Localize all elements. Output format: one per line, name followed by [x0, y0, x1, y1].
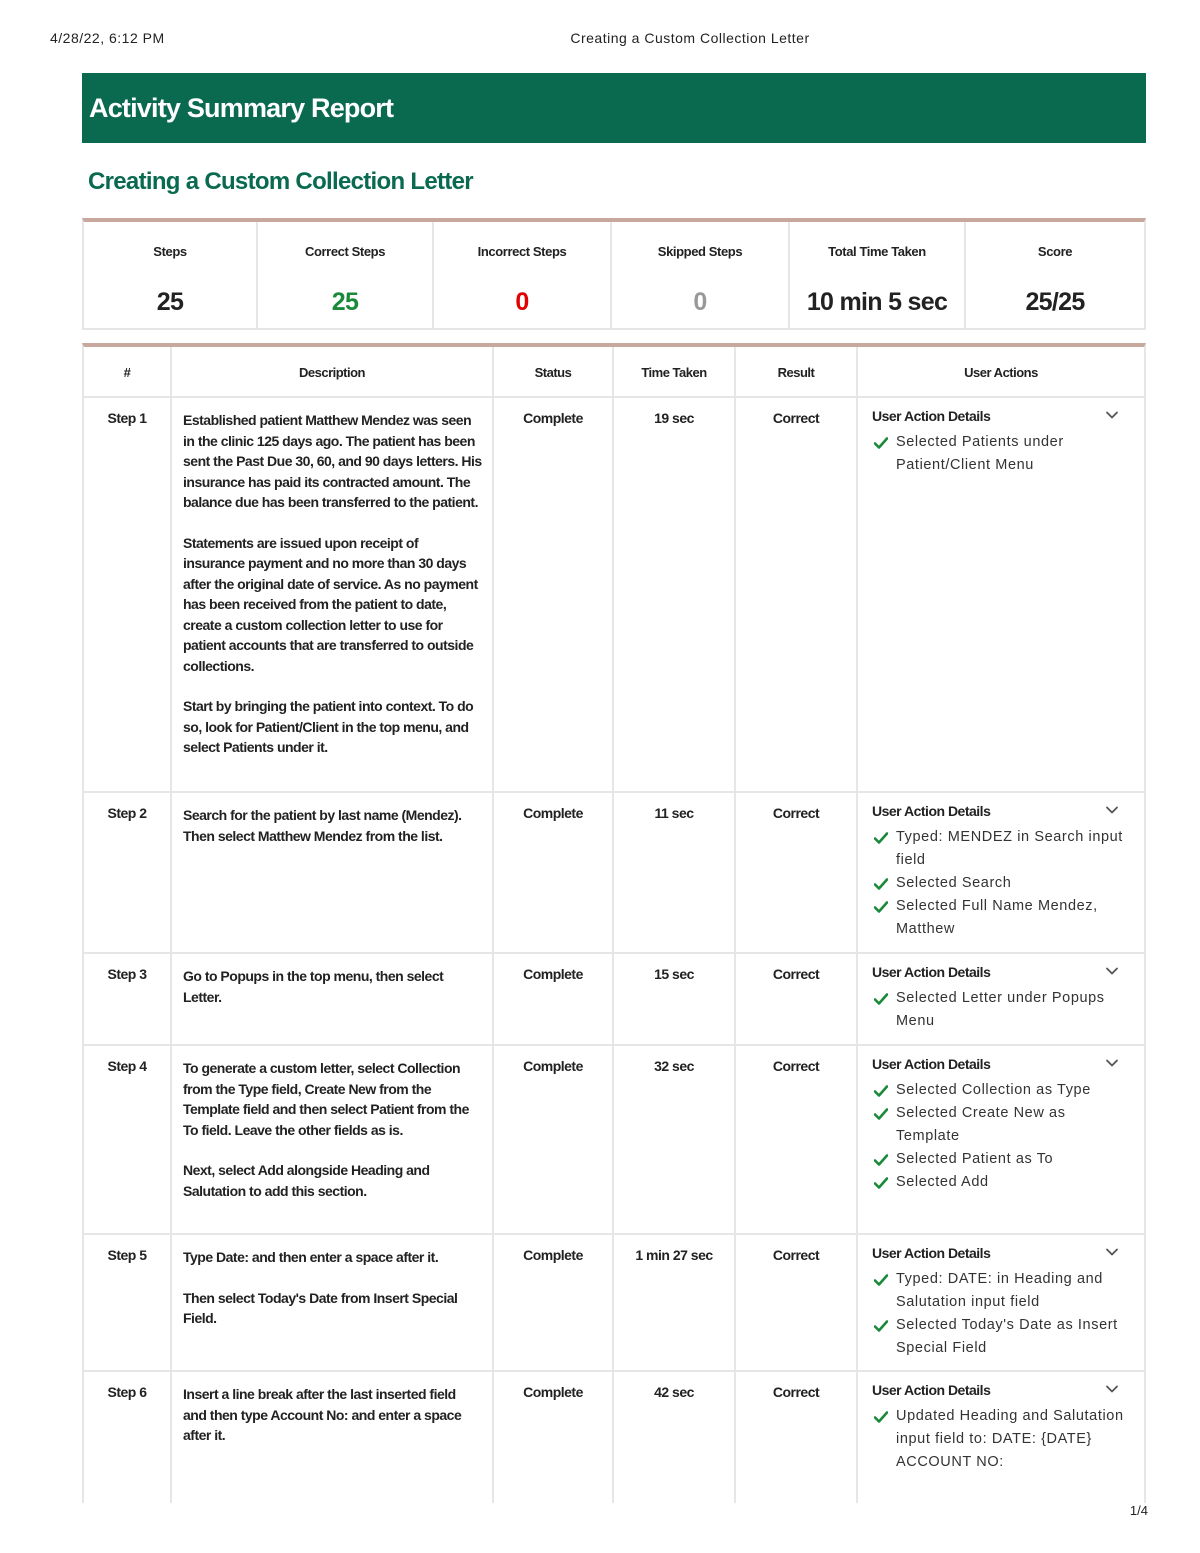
- user-action-item: [872, 987, 1130, 1033]
- step-time-taken: 15 sec: [614, 954, 736, 1044]
- step-time-taken: 11 sec: [614, 793, 736, 952]
- user-action-list: [872, 1405, 1130, 1474]
- user-action-item: [872, 872, 1130, 895]
- user-action-item: [872, 1148, 1130, 1171]
- print-header: [0, 30, 1200, 50]
- step-status: Complete: [494, 398, 614, 791]
- step-number: Step 4: [84, 1046, 172, 1233]
- step-number: Step 1: [84, 398, 172, 791]
- step-status: Complete: [494, 793, 614, 952]
- user-action-details-label: User Action Details: [872, 408, 991, 424]
- check-icon: [874, 832, 888, 844]
- print-title: Creating a Custom Collection Letter: [570, 30, 810, 46]
- user-actions: [858, 1372, 1144, 1503]
- user-action-item: [872, 895, 1130, 941]
- user-action-details-toggle[interactable]: [872, 964, 1130, 982]
- user-action-item: [872, 1405, 1130, 1474]
- description-paragraph: Type Date: and then enter a space after it.: [183, 1249, 439, 1265]
- user-actions: [858, 1235, 1144, 1370]
- user-action-details-toggle[interactable]: [872, 408, 1130, 426]
- user-action-details-label: User Action Details: [872, 1056, 991, 1072]
- header-description: Description: [172, 347, 494, 396]
- step-description: [172, 1235, 494, 1370]
- stat-value: 25: [156, 288, 184, 316]
- description-paragraph: Next, select Add alongside Heading and Salutation to add this section.: [183, 1162, 430, 1199]
- table-row: [84, 954, 1144, 1046]
- step-description: [172, 1046, 494, 1233]
- user-action-text: Selected Letter under Popups Menu: [896, 990, 1105, 1029]
- description-paragraph: To generate a custom letter, select Collection from the Type field, Create New from the Template field and then select Patient from the To field. Leave the other fields as is.: [183, 1060, 469, 1138]
- user-action-details-label: User Action Details: [872, 1382, 991, 1398]
- check-icon: [874, 993, 888, 1005]
- user-action-item: [872, 1171, 1130, 1194]
- stat-total-time: [790, 222, 966, 328]
- user-action-item: [872, 826, 1130, 872]
- chevron-down-icon[interactable]: [1104, 963, 1120, 979]
- user-action-item: [872, 1102, 1130, 1148]
- check-icon: [874, 1320, 888, 1332]
- step-status: Complete: [494, 954, 614, 1044]
- user-action-list: [872, 1268, 1130, 1360]
- user-actions: [858, 1046, 1144, 1233]
- step-result: Correct: [736, 1235, 858, 1370]
- stat-label: Incorrect Steps: [477, 244, 567, 259]
- stat-label: Correct Steps: [304, 244, 386, 259]
- step-number: Step 2: [84, 793, 172, 952]
- user-action-list: [872, 431, 1130, 477]
- step-number: Step 6: [84, 1372, 172, 1503]
- step-time-taken: 1 min 27 sec: [614, 1235, 736, 1370]
- check-icon: [874, 878, 888, 890]
- description-paragraph: Insert a line break after the last inserted field and then type Account No: and enter a space after it.: [183, 1386, 462, 1443]
- header-time: Time Taken: [614, 347, 736, 396]
- table-header-row: [84, 347, 1144, 398]
- check-icon: [874, 1085, 888, 1097]
- stat-value: 0: [515, 288, 529, 316]
- description-paragraph: Then select Today's Date from Insert Special Field.: [183, 1289, 458, 1326]
- description-paragraph: Start by bringing the patient into context. To do so, look for Patient/Client in the top menu, and select Patients under it.: [183, 698, 474, 755]
- header-user-actions: User Actions: [964, 365, 1038, 380]
- stat-value: 25/25: [1025, 288, 1085, 316]
- description-paragraph: Go to Popups in the top menu, then select Letter.: [183, 968, 444, 1005]
- print-date: 4/28/22, 6:12 PM: [50, 30, 165, 46]
- step-result: Correct: [736, 398, 858, 791]
- user-action-text: Selected Full Name Mendez, Matthew: [896, 898, 1098, 937]
- step-status: Complete: [494, 1372, 614, 1503]
- header-num: #: [84, 347, 172, 396]
- steps-table: [82, 343, 1146, 1503]
- activity-title: Creating a Custom Collection Letter: [88, 168, 473, 195]
- chevron-down-icon[interactable]: [1104, 407, 1120, 423]
- table-row: [84, 793, 1144, 954]
- check-icon: [874, 1177, 888, 1189]
- step-status: Complete: [494, 1046, 614, 1233]
- check-icon: [874, 1108, 888, 1120]
- header-status: Status: [494, 347, 614, 396]
- step-number: Step 5: [84, 1235, 172, 1370]
- user-action-text: Selected Collection as Type: [896, 1082, 1091, 1098]
- user-action-text: Typed: DATE: in Heading and Salutation input field: [896, 1271, 1103, 1310]
- stat-skipped-steps: [612, 222, 790, 328]
- user-action-details-toggle[interactable]: [872, 1245, 1130, 1263]
- page-number: 1/4: [1129, 1503, 1148, 1518]
- check-icon: [874, 437, 888, 449]
- user-action-text: Selected Patients under Patient/Client Menu: [896, 434, 1064, 473]
- table-row: [84, 1046, 1144, 1235]
- user-action-details-toggle[interactable]: [872, 1382, 1130, 1400]
- check-icon: [874, 1274, 888, 1286]
- table-row: [84, 1372, 1144, 1503]
- user-actions: [858, 793, 1144, 952]
- step-number: Step 3: [84, 954, 172, 1044]
- user-actions: [858, 398, 1144, 791]
- banner-title: Activity Summary Report: [89, 93, 394, 123]
- step-description: [172, 398, 494, 791]
- chevron-down-icon[interactable]: [1104, 1055, 1120, 1071]
- user-action-item: [872, 1268, 1130, 1314]
- step-result: Correct: [736, 954, 858, 1044]
- stat-incorrect-steps: [434, 222, 612, 328]
- report-banner: [82, 73, 1146, 143]
- user-action-details-label: User Action Details: [872, 964, 991, 980]
- stat-value: 10 min 5 sec: [806, 288, 948, 316]
- stat-label: Steps: [153, 244, 187, 259]
- user-actions: [858, 954, 1144, 1044]
- chevron-down-icon[interactable]: [1104, 1381, 1120, 1397]
- description-paragraph: Established patient Matthew Mendez was seen in the clinic 125 days ago. The patient has been sent the Past Due 30, 60, and 90 days letters. His insurance has paid its contracted amount. The balance due has been transferred to the patient.: [183, 412, 482, 510]
- user-action-text: Typed: MENDEZ in Search input field: [896, 829, 1123, 868]
- user-action-text: Selected Patient as To: [896, 1151, 1054, 1167]
- user-action-list: [872, 1079, 1130, 1194]
- check-icon: [874, 901, 888, 913]
- user-action-text: Selected Create New as Template: [896, 1105, 1066, 1144]
- user-action-item: [872, 1314, 1130, 1360]
- header-result: Result: [736, 347, 858, 396]
- stat-label: Score: [1037, 244, 1073, 259]
- step-result: Correct: [736, 1372, 858, 1503]
- stat-label: Total Time Taken: [828, 244, 926, 259]
- summary-stats: [82, 218, 1146, 330]
- chevron-down-icon[interactable]: [1104, 1244, 1120, 1260]
- stat-score: [966, 222, 1144, 328]
- stat-value: 25: [331, 288, 359, 316]
- user-action-details-toggle[interactable]: [872, 1056, 1130, 1074]
- step-description: [172, 954, 494, 1044]
- user-action-list: [872, 987, 1130, 1033]
- user-action-text: Selected Add: [896, 1174, 989, 1190]
- description-paragraph: Search for the patient by last name (Mendez). Then select Matthew Mendez from the list.: [183, 807, 462, 844]
- table-row: [84, 398, 1144, 793]
- step-result: Correct: [736, 1046, 858, 1233]
- step-result: Correct: [736, 793, 858, 952]
- table-row: [84, 1235, 1144, 1372]
- step-description: [172, 793, 494, 952]
- stat-label: Skipped Steps: [657, 244, 743, 259]
- user-action-list: [872, 826, 1130, 941]
- step-description: [172, 1372, 494, 1503]
- user-action-details-toggle[interactable]: [872, 803, 1130, 821]
- user-action-details-label: User Action Details: [872, 1245, 991, 1261]
- stat-steps: [84, 222, 258, 328]
- user-action-text: Selected Today's Date as Insert Special Field: [896, 1317, 1118, 1356]
- step-time-taken: 19 sec: [614, 398, 736, 791]
- check-icon: [874, 1411, 888, 1423]
- chevron-down-icon[interactable]: [1104, 802, 1120, 818]
- step-time-taken: 32 sec: [614, 1046, 736, 1233]
- stat-value: 0: [693, 288, 707, 316]
- stat-correct-steps: [258, 222, 434, 328]
- user-action-item: [872, 1079, 1130, 1102]
- step-status: Complete: [494, 1235, 614, 1370]
- user-action-text: Selected Search: [896, 875, 1012, 891]
- user-action-item: [872, 431, 1130, 477]
- user-action-details-label: User Action Details: [872, 803, 991, 819]
- user-action-text: Updated Heading and Salutation input field to: DATE: {DATE} ACCOUNT NO:: [896, 1408, 1124, 1470]
- check-icon: [874, 1154, 888, 1166]
- step-time-taken: 42 sec: [614, 1372, 736, 1503]
- description-paragraph: Statements are issued upon receipt of insurance payment and no more than 30 days after the original date of service. As no payment has been received from the patient to date, create a custom collection letter to use for patient accounts that are transferred to outside collections.: [183, 534, 478, 674]
